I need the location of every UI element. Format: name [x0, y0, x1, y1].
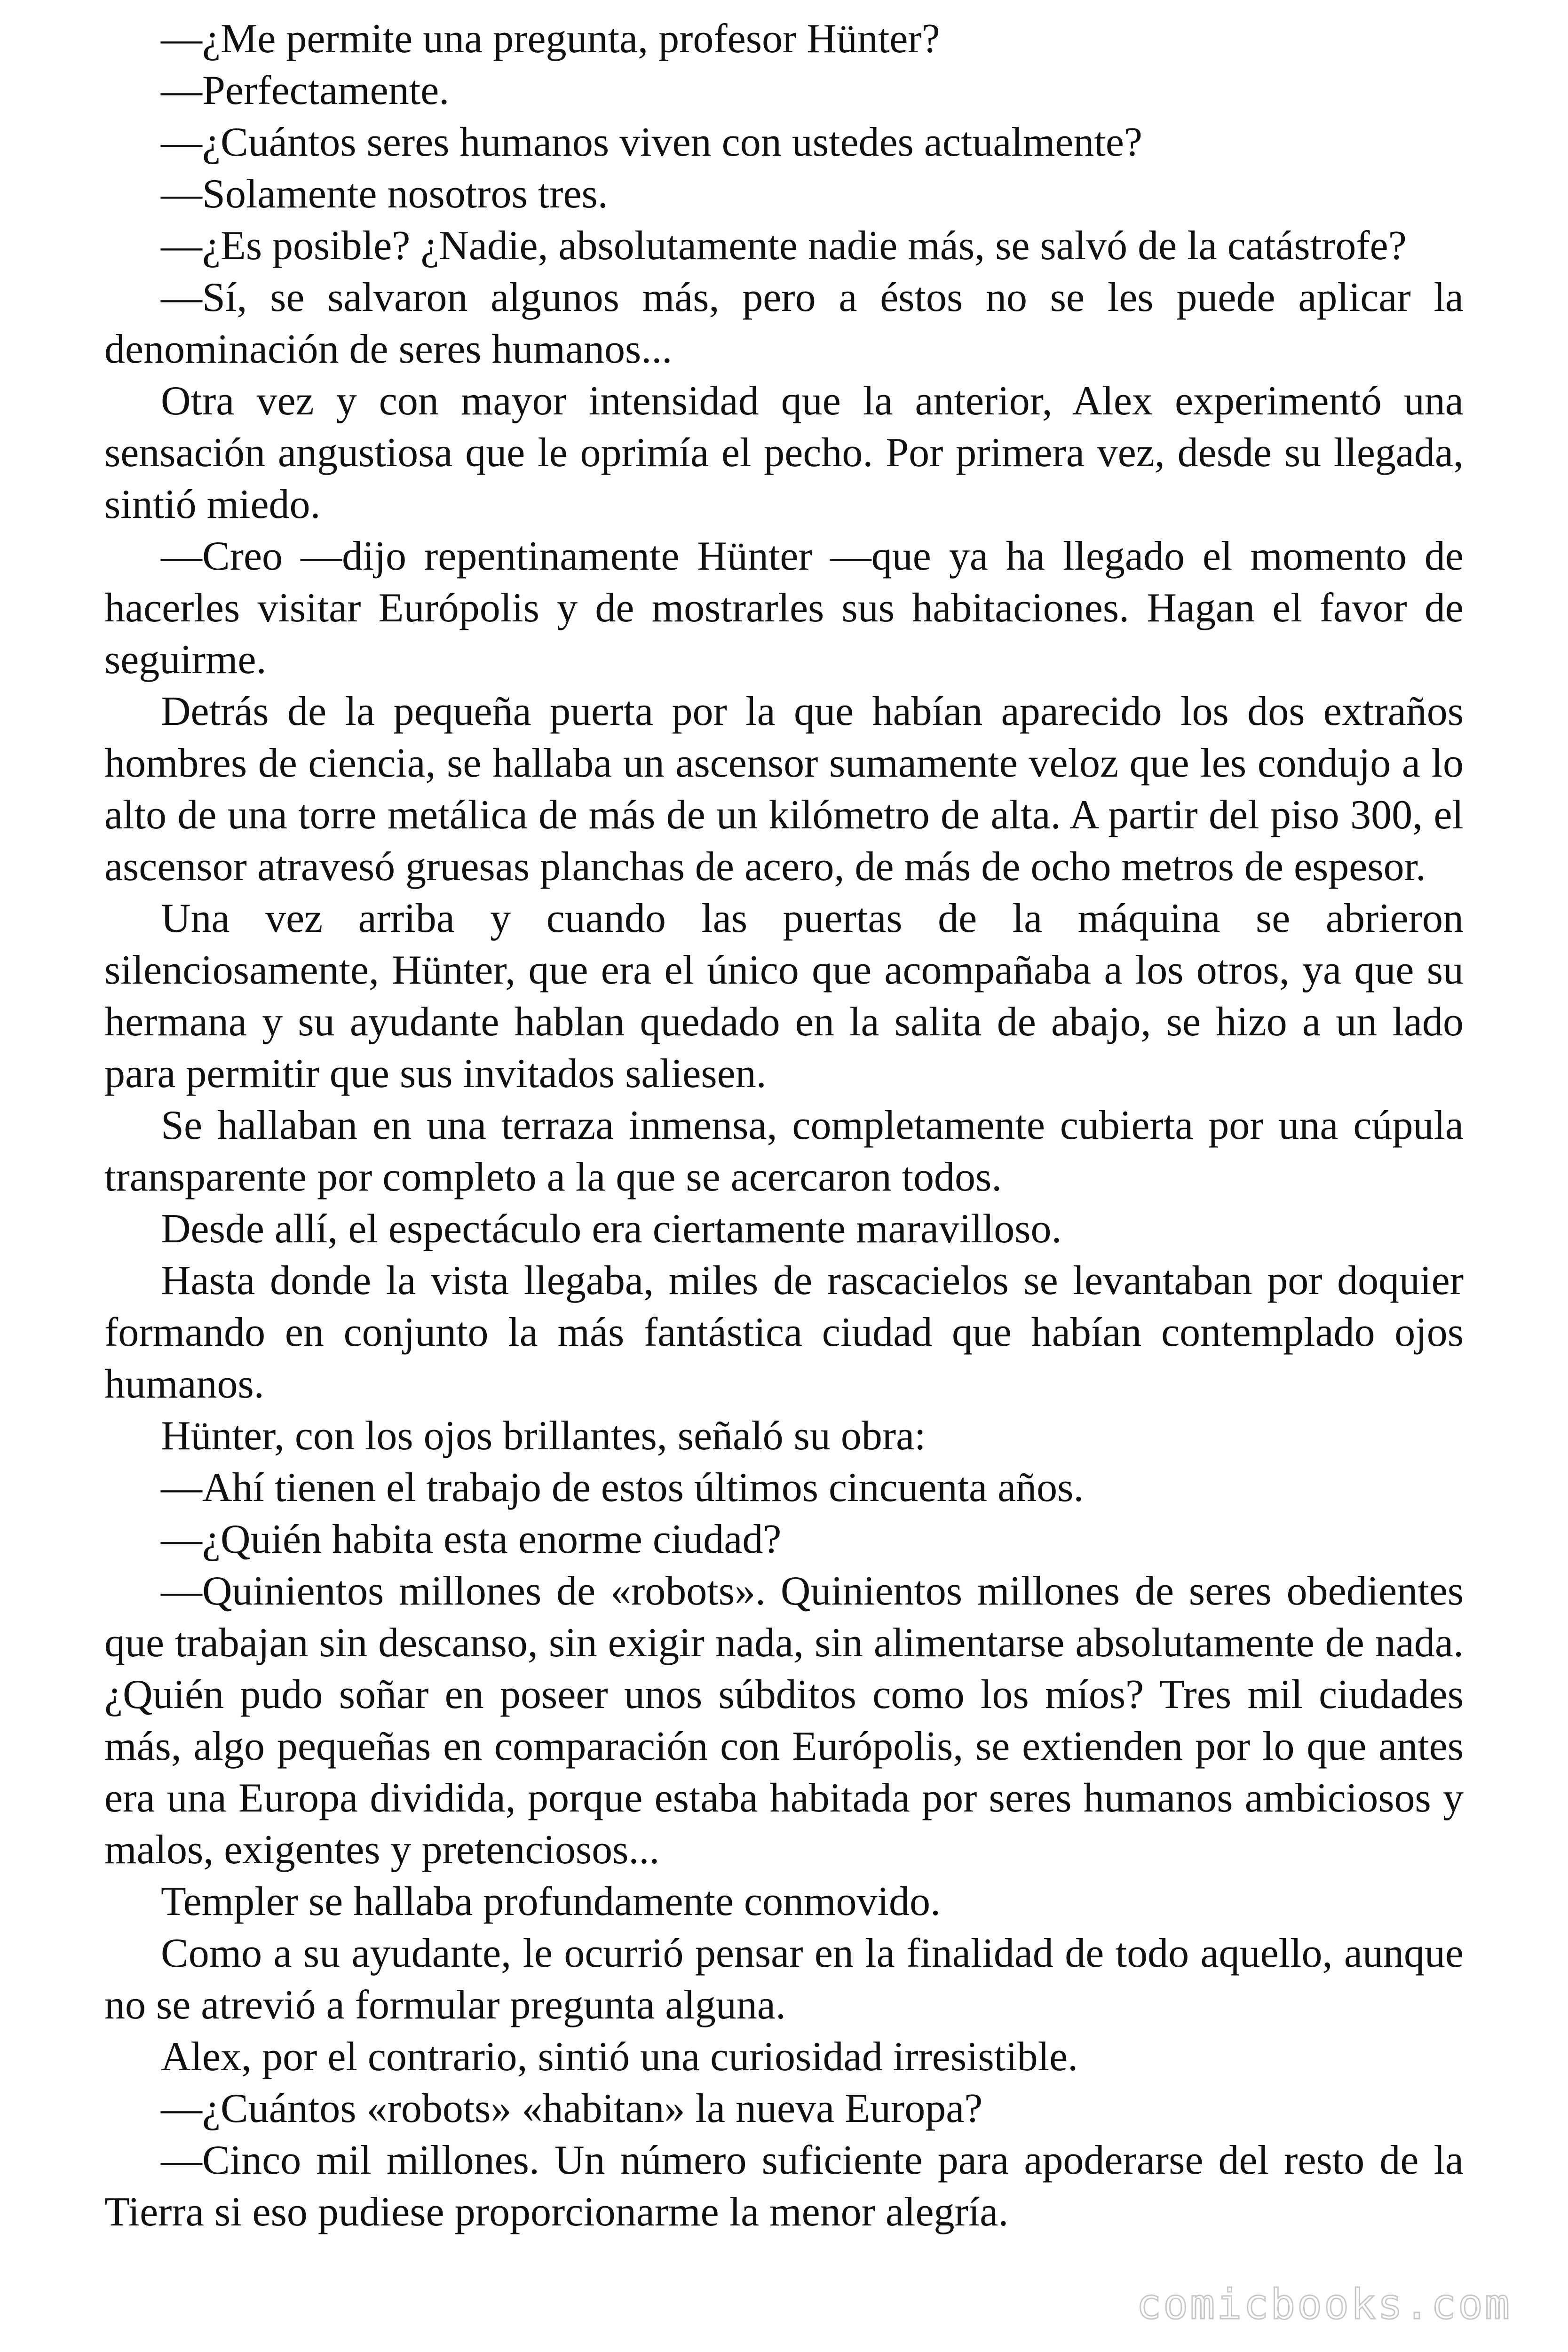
watermark: comicbooks.com	[1136, 2280, 1512, 2328]
paragraph: Detrás de la pequeña puerta por la que habían aparecido los dos extraños hombres de ciencia, se hallaba un ascensor sumamente veloz que les condujo a lo alto de una torre metálica de más de un kilómetro de alta. A partir del piso 300, el ascensor atravesó gruesas planchas de acero, de más de ocho metros de espesor.	[104, 689, 1464, 890]
paragraph: —¿Es posible? ¿Nadie, absolutamente nadie más, se salvó de la catástrofe?	[161, 223, 1407, 269]
paragraph: —¿Cuántos «robots» «habitan» la nueva Europa?	[161, 2086, 983, 2131]
paragraph: —Ahí tienen el trabajo de estos últimos cincuenta años.	[161, 1465, 1084, 1510]
paragraph: Una vez arriba y cuando las puertas de la máquina se abrieron silenciosamente, Hünter, que era el único que acompañaba a los otros, ya que su hermana y su ayudante hablan quedado en la salita de abajo, se hizo a un lado para permitir que sus invitados saliesen.	[104, 896, 1464, 1097]
book-page-text	[104, 13, 1464, 2238]
paragraph: Templer se hallaba profundamente conmovido.	[161, 1879, 941, 1924]
paragraph: —Cinco mil millones. Un número suficiente para apoderarse del resto de la Tierra si eso pudiese proporcionarme la menor alegría.	[104, 2137, 1464, 2235]
paragraph: Como a su ayudante, le ocurrió pensar en la finalidad de todo aquello, aunque no se atrevió a formular pregunta alguna.	[104, 1931, 1464, 2028]
paragraph: —Sí, se salvaron algunos más, pero a éstos no se les puede aplicar la denominación de seres humanos...	[104, 275, 1464, 372]
paragraph: —Solamente nosotros tres.	[161, 171, 608, 217]
paragraph: Hünter, con los ojos brillantes, señaló su obra:	[161, 1413, 926, 1459]
paragraph: —¿Quién habita esta enorme ciudad?	[161, 1517, 782, 1562]
paragraph: Alex, por el contrario, sintió una curiosidad irresistible.	[161, 2034, 1078, 2080]
paragraph: Otra vez y con mayor intensidad que la anterior, Alex experimentó una sensación angustiosa que le oprimía el pecho. Por primera vez, desde su llegada, sintió miedo.	[104, 378, 1464, 527]
paragraph: —¿Me permite una pregunta, profesor Hünter?	[161, 16, 940, 62]
paragraph: —Perfectamente.	[161, 68, 450, 113]
paragraph: —¿Cuántos seres humanos viven con ustedes actualmente?	[161, 119, 1142, 165]
paragraph: Desde allí, el espectáculo era ciertamente maravilloso.	[161, 1206, 1062, 1252]
paragraph: —Creo —dijo repentinamente Hünter —que ya ha llegado el momento de hacerles visitar Európolis y de mostrarles sus habitaciones. Hagan el favor de seguirme.	[104, 533, 1464, 683]
paragraph: Se hallaban en una terraza inmensa, completamente cubierta por una cúpula transparente por completo a la que se acercaron todos.	[104, 1103, 1464, 1200]
paragraph: Hasta donde la vista llegaba, miles de rascacielos se levantaban por doquier formando en conjunto la más fantástica ciudad que habían contemplado ojos humanos.	[104, 1258, 1464, 1407]
paragraph: —Quinientos millones de «robots». Quinientos millones de seres obedientes que trabajan sin descanso, sin exigir nada, sin alimentarse absolutamente de nada. ¿Quién pudo soñar en poseer unos súbditos como los míos? Tres mil ciudades más, algo pequeñas en comparación con Európolis, se extienden por lo que antes era una Europa dividida, porque estaba habitada por seres humanos ambiciosos y malos, exigentes y pretenciosos...	[104, 1568, 1464, 1873]
